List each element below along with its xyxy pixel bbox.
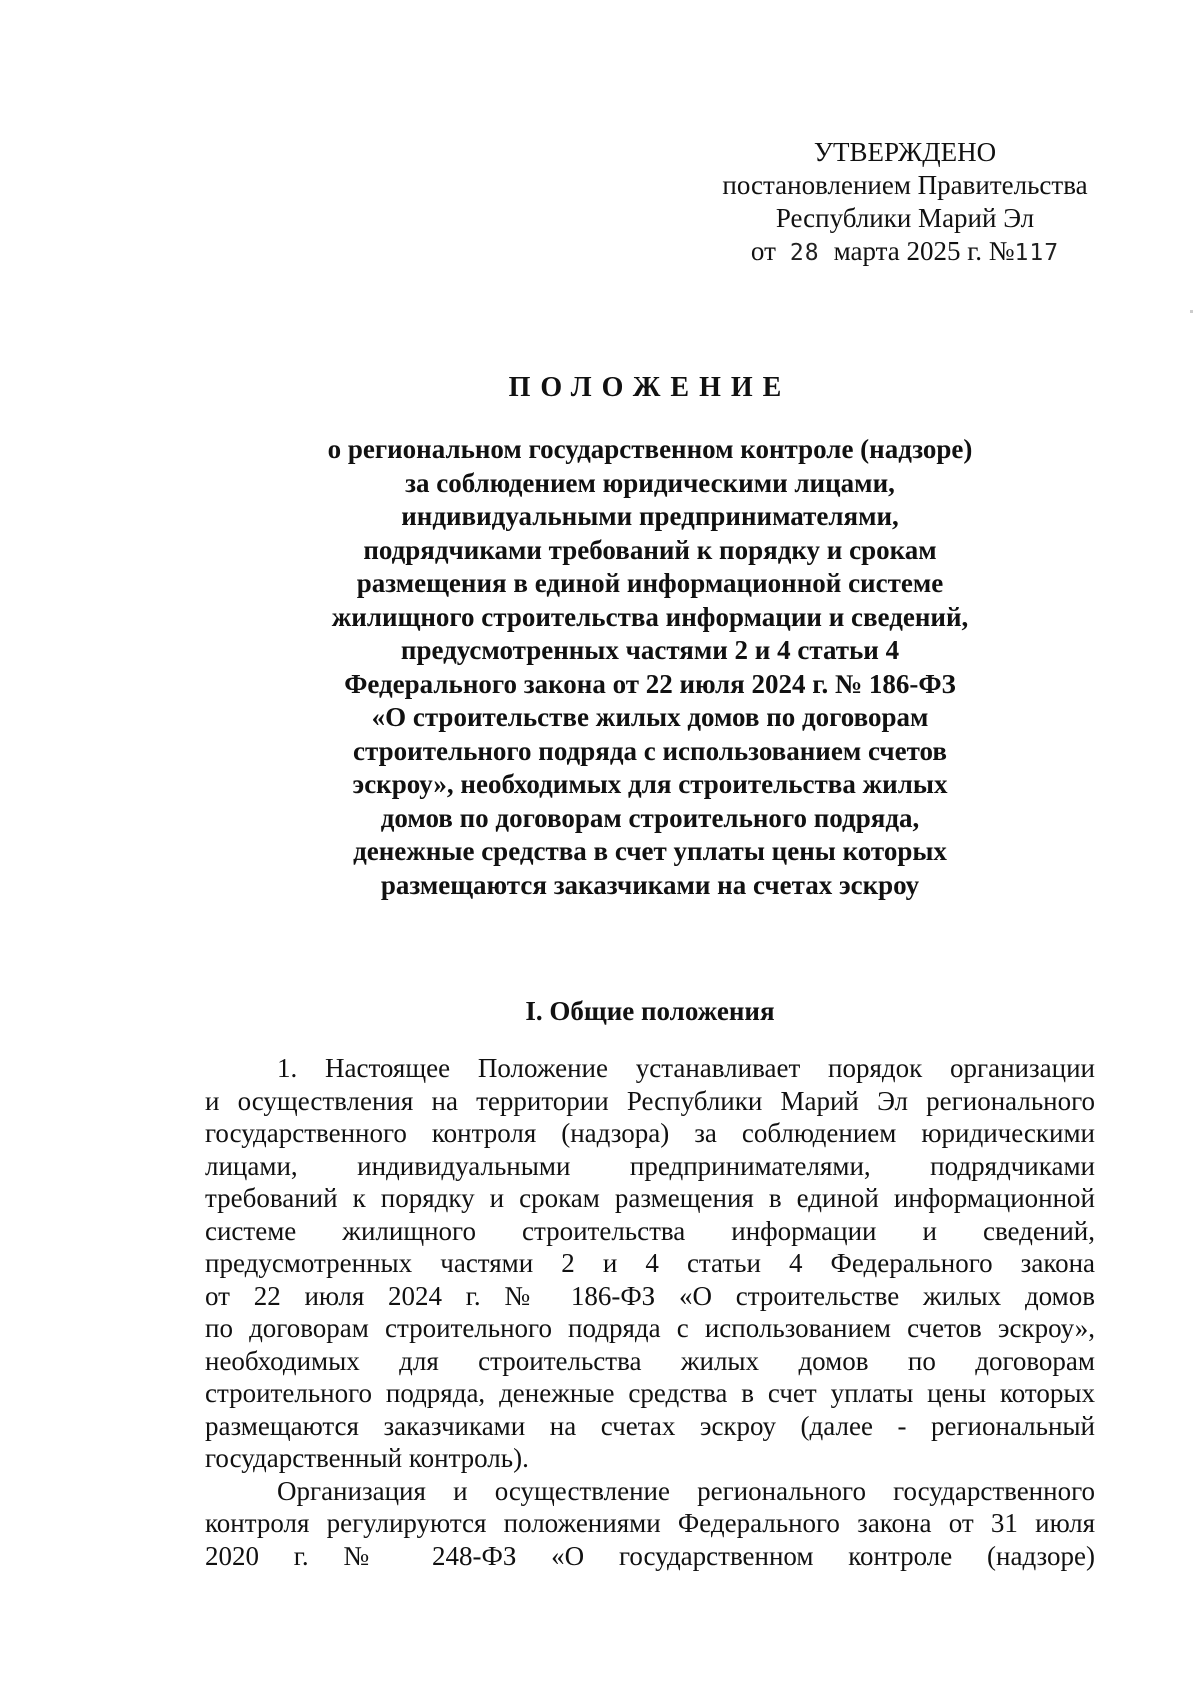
- subject-line: за соблюдением юридическими лицами,: [405, 467, 895, 498]
- paragraph-line: по договорам строительного подряда с использованием счетов эскроу»,: [205, 1313, 1095, 1343]
- subject-line: размещаются заказчиками на счетах эскроу: [380, 869, 920, 900]
- subject-line: «О строительстве жилых домов по договорам: [371, 702, 929, 732]
- paragraph-line: размещаются заказчиками на счетах эскроу (далее - региональный: [205, 1410, 1095, 1441]
- body-text: [205, 1052, 1095, 1572]
- approval-republic: Республики Марий Эл: [775, 203, 1035, 233]
- scan-speck: [1190, 310, 1193, 313]
- subject-line: предусмотренных частями 2 и 4 статьи 4: [400, 635, 900, 665]
- paragraph-2: [205, 1475, 1095, 1573]
- approval-date-line: [690, 235, 1120, 270]
- approval-stamp: [690, 136, 1120, 270]
- paragraph-line: необходимых для строительства жилых домов по договорам: [205, 1345, 1095, 1376]
- approval-approved: УТВЕРЖДЕНО: [813, 137, 997, 167]
- subject-line: жилищного строительства информации и сведений,: [331, 601, 969, 632]
- paragraph-line: и осуществления на территории Республики Марий Эл регионального: [205, 1085, 1095, 1116]
- paragraph-line: контроля регулируются положениями Федерального закона от 31 июля: [205, 1508, 1095, 1538]
- document-title: ПОЛОЖЕНИЕ: [508, 372, 792, 403]
- paragraph-line: Организация и осуществление регионального государственного: [277, 1475, 1095, 1506]
- approval-date-prefix: от: [750, 236, 776, 266]
- approval-by-resolution: постановлением Правительства: [722, 170, 1088, 200]
- paragraph-line: системе жилищного строительства информации и сведений,: [205, 1215, 1095, 1246]
- approval-day: 28: [789, 240, 820, 266]
- paragraph-line: лицами, индивидуальными предпринимателями, подрядчиками: [205, 1150, 1095, 1181]
- subject-line: подрядчиками требований к порядку и срокам: [363, 534, 937, 565]
- paragraph-line: 1. Настоящее Положение устанавливает порядок организации: [277, 1053, 1095, 1083]
- paragraph-line: 2020 г. № 248-ФЗ «О государственном контроле (надзоре): [205, 1540, 1095, 1571]
- paragraph-line: строительного подряда, денежные средства в счет уплаты цены которых: [205, 1378, 1095, 1408]
- subject-line: строительного подряда с использованием счетов: [353, 735, 947, 766]
- document-subject: [200, 433, 1100, 902]
- subject-line: Федерального закона от 22 июля 2024 г. № 186-ФЗ: [344, 668, 956, 699]
- subject-line: размещения в единой информационной системе: [356, 568, 944, 598]
- subject-line: индивидуальными предпринимателями,: [401, 501, 899, 531]
- paragraph-line: требований к порядку и срокам размещения в единой информационной: [205, 1183, 1095, 1213]
- approval-number: 117: [1014, 240, 1060, 266]
- paragraph-1: [205, 1052, 1095, 1475]
- paragraph-line: государственного контроля (надзора) за соблюдением юридическими: [205, 1118, 1095, 1148]
- paragraph-line: предусмотренных частями 2 и 4 статьи 4 Федерального закона: [205, 1248, 1095, 1278]
- section-heading: I. Общие положения: [525, 996, 775, 1026]
- approval-month-year: марта 2025 г. №: [833, 236, 1015, 266]
- subject-line: денежные средства в счет уплаты цены которых: [353, 836, 947, 866]
- subject-line: о региональном государственном контроле (надзоре): [327, 434, 973, 464]
- subject-line: домов по договорам строительного подряда,: [380, 802, 920, 833]
- paragraph-line: от 22 июля 2024 г. № 186-ФЗ «О строительстве жилых домов: [205, 1280, 1095, 1311]
- paragraph-line: государственный контроль).: [205, 1443, 529, 1473]
- subject-line: эскроу», необходимых для строительства жилых: [352, 769, 948, 799]
